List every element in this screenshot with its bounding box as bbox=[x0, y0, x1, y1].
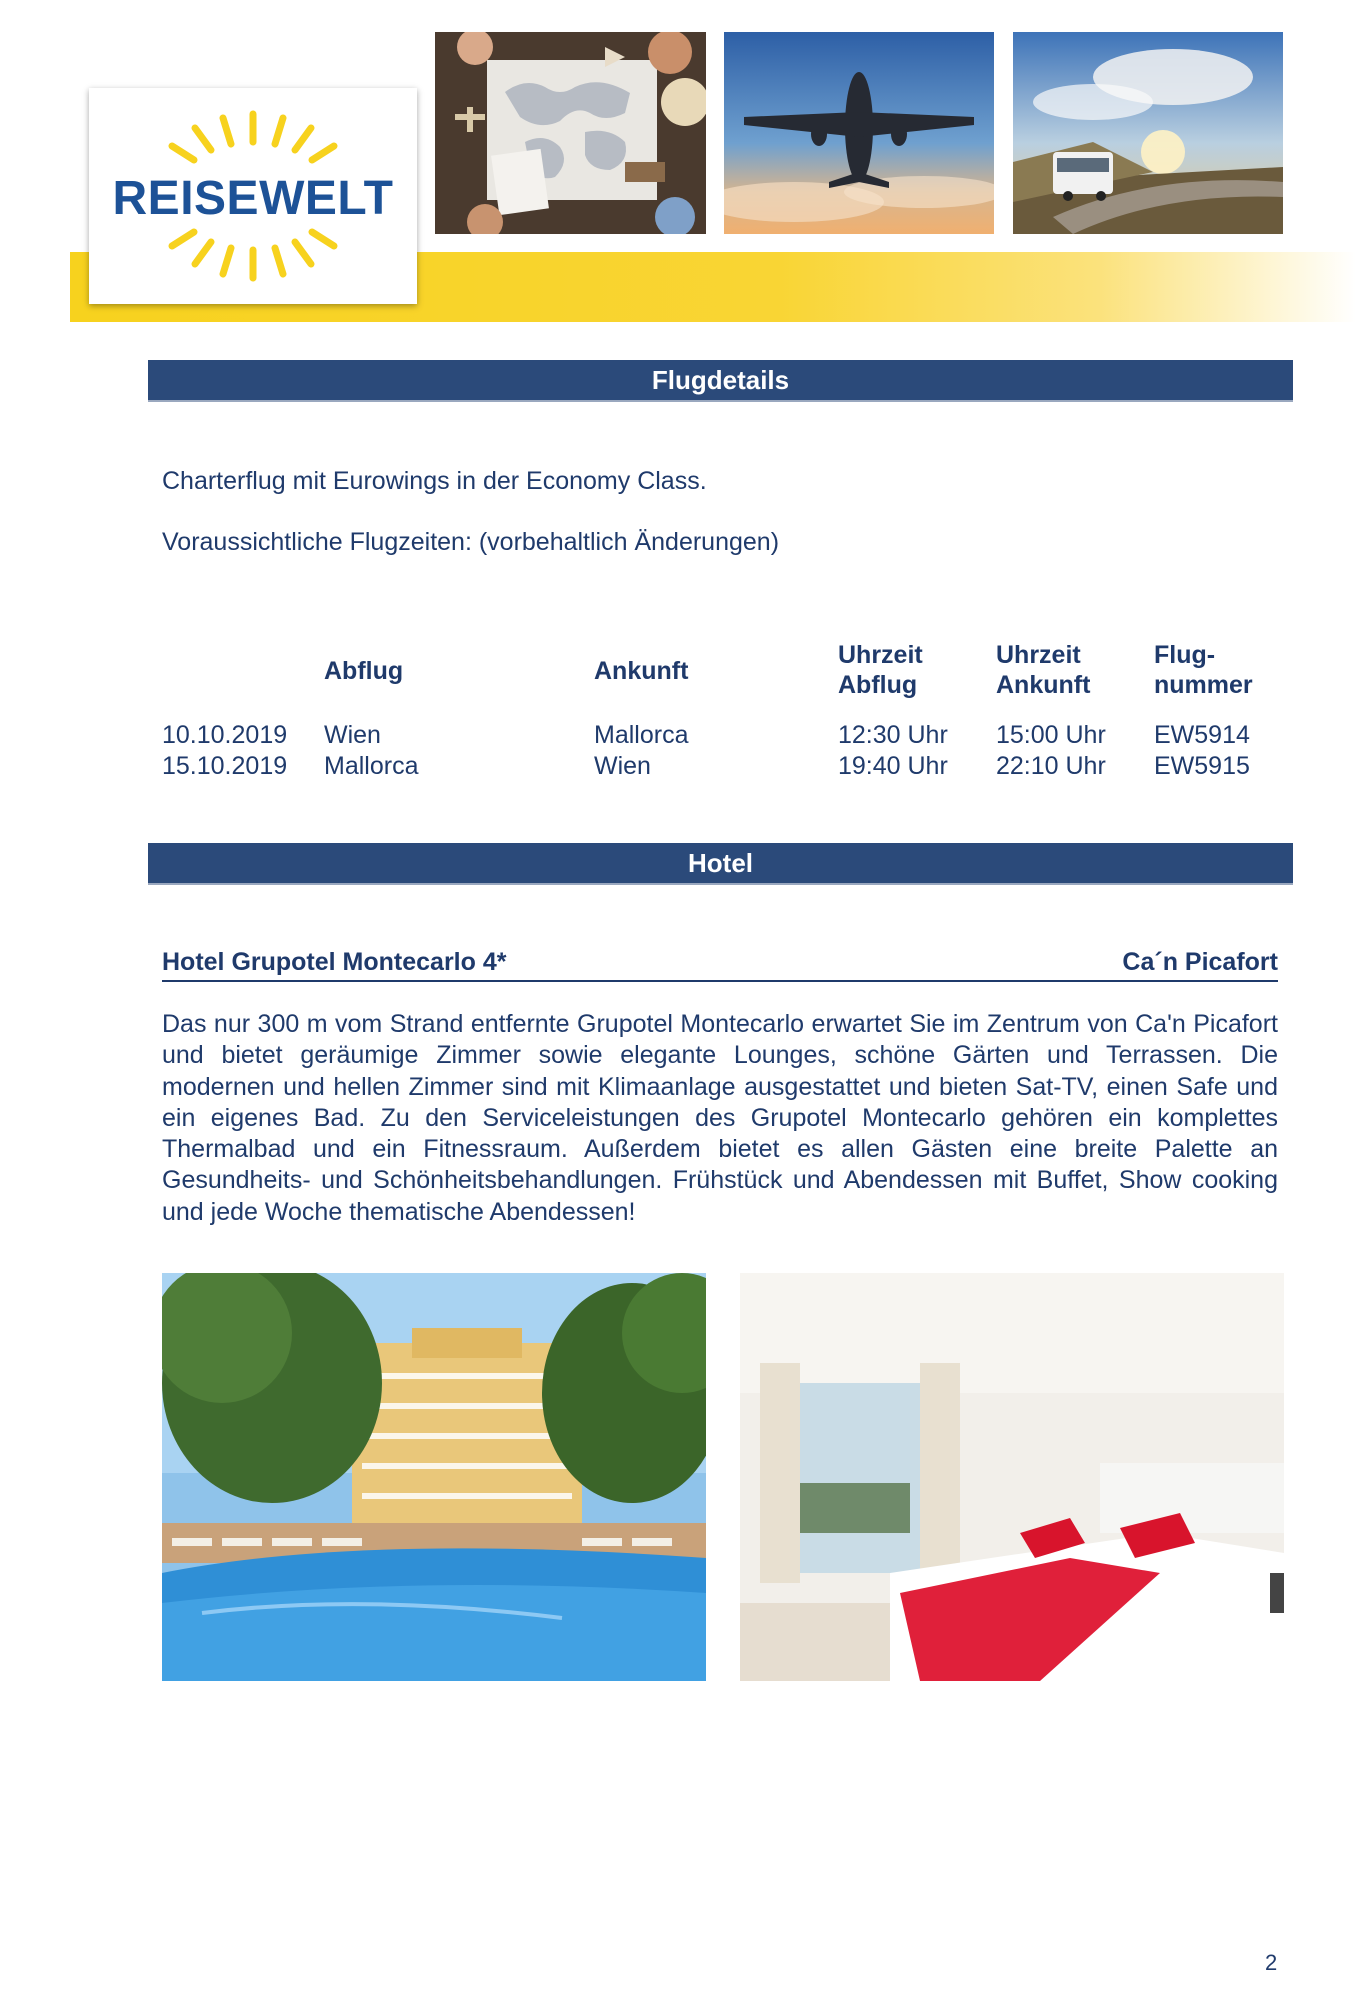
hotel-description: Das nur 300 m vom Strand entfernte Grupotel Montecarlo erwartet Sie im Zentrum von Ca'n Picafort und bietet geräumige Zimmer sowie elegante Lounges, schöne Gärten und Terrassen. Die modernen und hellen Zimmer sind mit Klimaanlage ausgestattet und bieten Sat-TV, einen Safe und ein eigenes Bad. Zu den Serviceleistungen des Grupotel Montecarlo gehören ein komplettes Thermalbad und ein Fitnessraum. Außerdem bietet es allen Gästen eine breite Palette an Gesundheits- und Schönheitsbehandlungen. Frühstück und Abendessen mit Buffet, Show cooking und jede Woche thematische Abendessen! bbox=[162, 1010, 1278, 1226]
row-arr-time: 22:10 Uhr bbox=[996, 752, 1106, 780]
row-date: 15.10.2019 bbox=[162, 752, 288, 780]
col-header-arr-time: Uhrzeit Ankunft bbox=[996, 641, 1091, 699]
row-date: 10.10.2019 bbox=[162, 721, 288, 749]
flight-section-title: Flugdetails bbox=[148, 360, 1293, 402]
row-from: Mallorca bbox=[324, 752, 419, 780]
flight-intro-line1: Charterflug mit Eurowings in der Economy Class. bbox=[162, 467, 707, 495]
col-header-arrival: Ankunft bbox=[594, 657, 689, 685]
hotel-pool-exterior-photo bbox=[162, 1273, 706, 1681]
reisewelt-logo bbox=[89, 88, 417, 304]
hotel-location: Ca´n Picafort bbox=[1122, 948, 1278, 976]
coach-bus-coast-photo bbox=[1013, 32, 1283, 234]
row-arr-time: 15:00 Uhr bbox=[996, 721, 1106, 749]
row-to: Wien bbox=[594, 752, 651, 780]
airplane-sunset-photo bbox=[724, 32, 994, 234]
logo-text: REISEWELT bbox=[112, 172, 394, 225]
row-dep-time: 19:40 Uhr bbox=[838, 752, 948, 780]
row-to: Mallorca bbox=[594, 721, 689, 749]
col-header-departure: Abflug bbox=[324, 657, 404, 685]
row-flight-number: EW5914 bbox=[1154, 721, 1250, 749]
row-dep-time: 12:30 Uhr bbox=[838, 721, 948, 749]
row-from: Wien bbox=[324, 721, 381, 749]
col-header-dep-time: Uhrzeit Abflug bbox=[838, 641, 923, 699]
flight-intro-line2: Voraussichtliche Flugzeiten: (vorbehaltlich Änderungen) bbox=[162, 528, 780, 556]
page-number: 2 bbox=[1265, 1950, 1278, 1975]
hotel-heading bbox=[162, 948, 1278, 982]
hotel-room-twin-beds-photo bbox=[740, 1273, 1284, 1681]
world-map-travel-planning-photo bbox=[435, 32, 706, 234]
row-flight-number: EW5915 bbox=[1154, 752, 1250, 780]
hotel-name: Hotel Grupotel Montecarlo 4* bbox=[162, 948, 507, 976]
hotel-section-title: Hotel bbox=[148, 843, 1293, 885]
col-header-flight-number: Flug- nummer bbox=[1154, 641, 1253, 699]
